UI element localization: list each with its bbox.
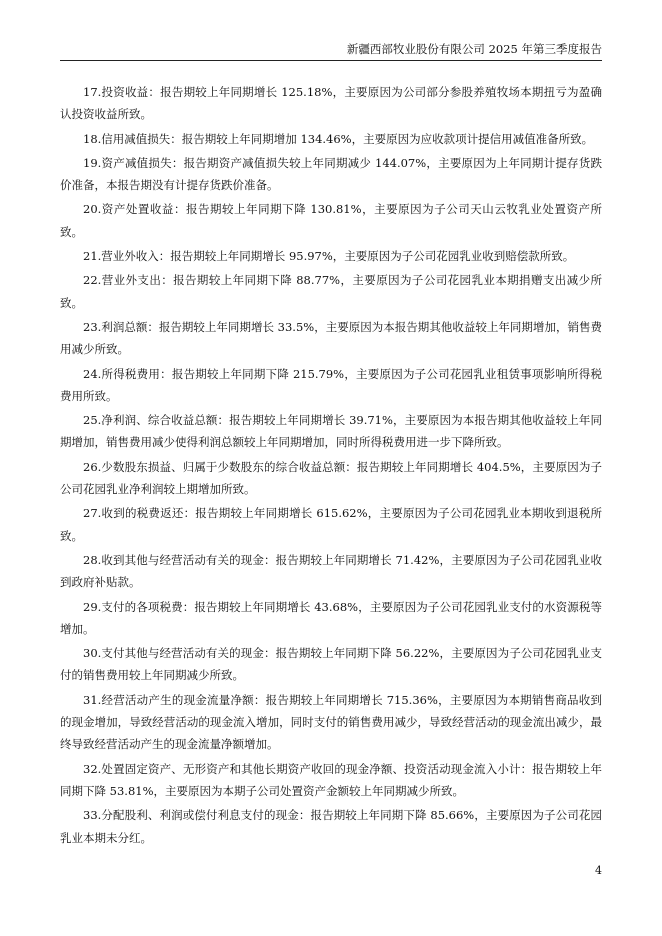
paragraph-17: 17.投资收益：报告期较上年同期增长 125.18%，主要原因为公司部分参股养殖牧场本期扭亏为盈确认投资收益所致。 — [60, 85, 602, 122]
paragraph-21: 21.营业外收入：报告期较上年同期增长 95.97%，主要原因为子公司花园乳业收到赔偿款所致。 — [83, 249, 575, 264]
page-number-text: 4 — [595, 864, 602, 877]
paragraph-30: 30.支付其他与经营活动有关的现金：报告期较上年同期下降 56.22%，主要原因为子公司花园乳业支付的销售费用较上年同期减少所致。 — [60, 646, 602, 683]
paragraph-24: 24.所得税费用：报告期较上年同期下降 215.79%，主要原因为子公司花园乳业租赁事项影响所得税费用所致。 — [60, 366, 602, 403]
paragraph-18: 18.信用减值损失：报告期较上年同期增加 134.46%，主要原因为应收款项计提信用减值准备所致。 — [83, 131, 594, 146]
paragraph-26: 26.少数股东损益、归属于少数股东的综合收益总额：报告期较上年同期增长 404.5%，主要原因为子公司花园乳业净利润较上期增加所致。 — [60, 459, 602, 497]
header-title: 新疆西部牧业股份有限公司 2025 年第三季度报告 — [346, 42, 602, 56]
document-body — [60, 81, 602, 851]
page-header — [60, 40, 602, 61]
paragraph-20: 20.资产处置收益：报告期较上年同期下降 130.81%，主要原因为子公司天山云牧乳业处置资产所致。 — [60, 202, 602, 239]
paragraph-23: 23.利润总额：报告期较上年同期增长 33.5%，主要原因为本报告期其他收益较上年同期增加，销售费用减少所致。 — [60, 319, 602, 357]
paragraph-25: 25.净利润、综合收益总额：报告期较上年同期增长 39.71%，主要原因为本报告期其他收益较上年同期增加，销售费用减少使得利润总额较上年同期增加，同时所得税费用进一步下降所致。 — [60, 413, 602, 450]
paragraph-28: 28.收到其他与经营活动有关的现金：报告期较上年同期增长 71.42%，主要原因为子公司花园乳业收到政府补贴款。 — [60, 552, 602, 590]
paragraph-22: 22.营业外支出：报告期较上年同期下降 88.77%，主要原因为子公司花园乳业本期捐赠支出减少所致。 — [60, 273, 602, 310]
paragraph-31: 31.经营活动产生的现金流量净额：报告期较上年同期增长 715.36%，主要原因为本期销售商品收到的现金增加，导致经营活动的现金流入增加，同时支付的销售费用减少，导致经营活动的现金流出减少，最终导致经营活动产生的现金流量净额增加。 — [60, 692, 602, 752]
paragraph-19: 19.资产减值损失：报告期资产减值损失较上年同期减少 144.07%，主要原因为上年同期计提存货跌价准备，本报告期没有计提存货跌价准备。 — [60, 155, 602, 193]
paragraph-32: 32.处置固定资产、无形资产和其他长期资产收回的现金净额、投资活动现金流入小计：报告期较上年同期下降 53.81%，主要原因为本期子公司处置资产金额较上年同期减少所致。 — [60, 761, 602, 798]
paragraph-29: 29.支付的各项税费：报告期较上年同期增长 43.68%，主要原因为子公司花园乳业支付的水资源税等增加。 — [60, 599, 602, 636]
paragraph-33: 33.分配股利、利润或偿付利息支付的现金：报告期较上年同期下降 85.66%，主要原因为子公司花园乳业本期未分红。 — [60, 808, 602, 845]
paragraph-27: 27.收到的税费返还：报告期较上年同期增长 615.62%，主要原因为子公司花园乳业本期收到退税所致。 — [60, 506, 602, 543]
page-number — [60, 864, 602, 877]
